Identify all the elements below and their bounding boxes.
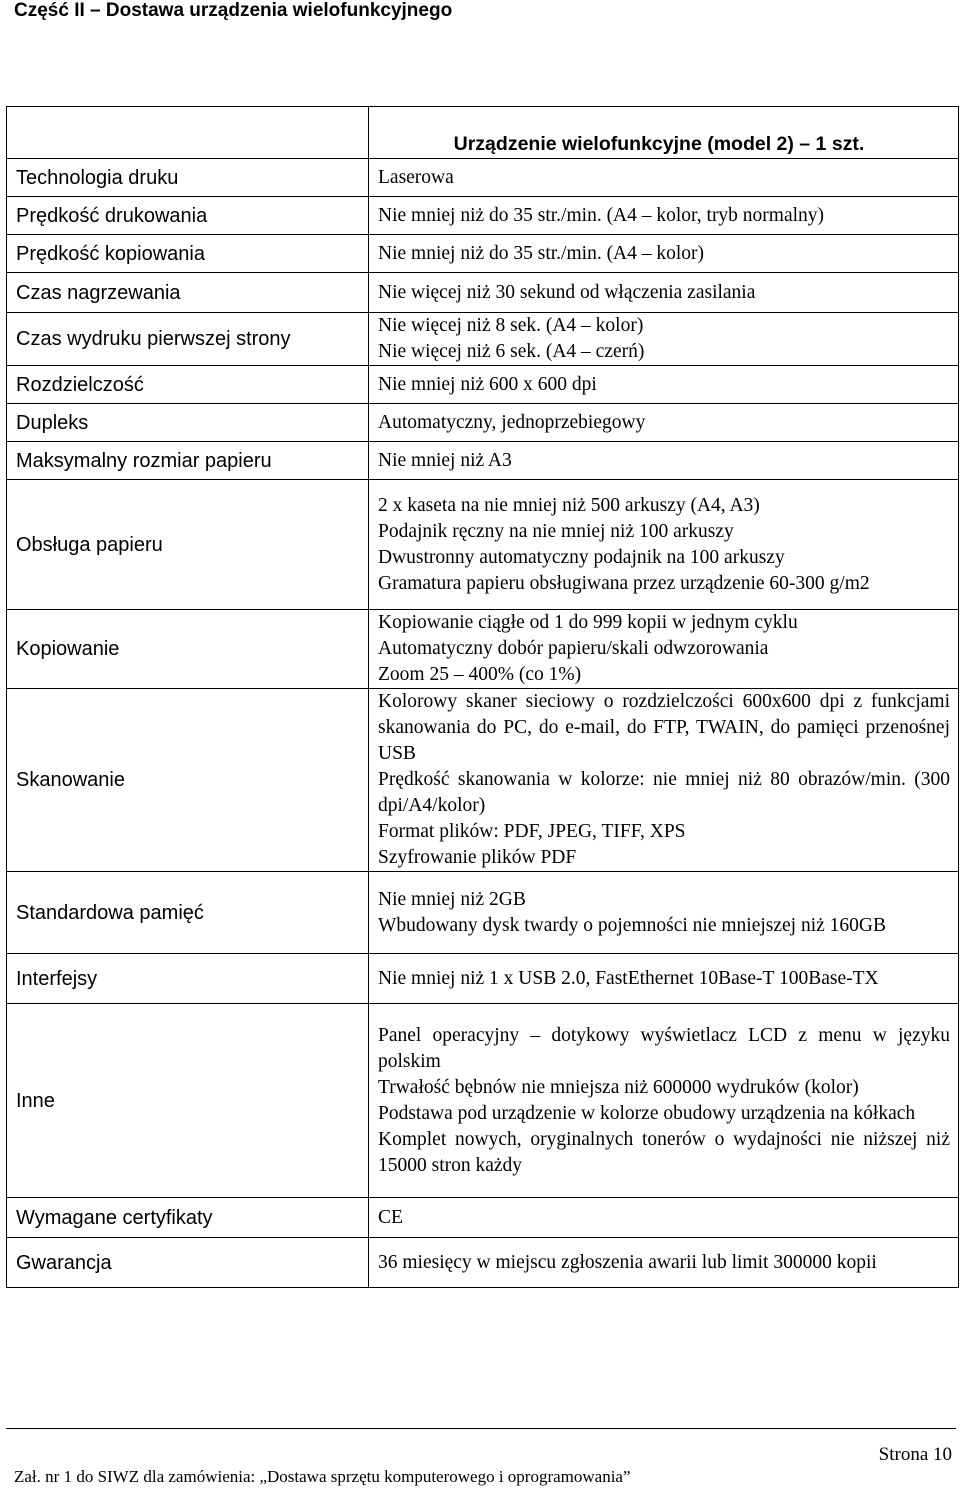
table-row (7, 1198, 959, 1238)
row-value-line: Podajnik ręczny na nie mniej niż 100 arkuszy (378, 520, 734, 542)
table-row (7, 442, 959, 480)
specification-table-body (7, 107, 959, 1288)
row-label: Rozdzielczość (7, 366, 369, 404)
row-value-line: Trwałość bębnów nie mniejsza niż 600000 wydruków (kolor) (378, 1076, 859, 1098)
table-row (7, 313, 959, 366)
row-label: Maksymalny rozmiar papieru (7, 442, 369, 480)
row-label: Wymagane certyfikaty (7, 1198, 369, 1238)
row-value-line: Prędkość skanowania w kolorze: nie mniej niż 80 obrazów/min. (300 dpi/A4/kolor) (378, 769, 950, 816)
table-row (7, 954, 959, 1004)
row-value (369, 689, 959, 872)
row-value (369, 1198, 959, 1238)
row-value (369, 404, 959, 442)
row-value-line: Wbudowany dysk twardy o pojemności nie mniejszej niż 160GB (378, 914, 886, 936)
table-header-empty-cell (7, 107, 369, 159)
row-value (369, 610, 959, 689)
row-value-line: Nie mniej niż A3 (378, 449, 512, 471)
row-value (369, 480, 959, 610)
row-label: Gwarancja (7, 1238, 369, 1288)
table-row (7, 480, 959, 610)
row-value (369, 197, 959, 235)
row-value-line: Nie więcej niż 6 sek. (A4 – czerń) (378, 341, 645, 362)
table-row (7, 689, 959, 872)
row-value-line: Automatyczny dobór papieru/skali odwzorowania (378, 638, 769, 659)
row-value-line: Komplet nowych, oryginalnych tonerów o wydajności nie niższej niż 15000 stron każdy (378, 1128, 950, 1176)
table-header-text: Urządzenie wielofunkcyjne (model 2) – 1 szt. (453, 133, 865, 155)
row-value-line: Nie mniej niż do 35 str./min. (A4 – kolor) (378, 242, 705, 264)
row-value-line: Zoom 25 – 400% (co 1%) (378, 664, 582, 685)
row-value-line: Podstawa pod urządzenie w kolorze obudowy urządzenia na kółkach (378, 1102, 916, 1124)
table-header-row (7, 107, 959, 159)
row-value-line: Nie mniej niż 2GB (378, 888, 526, 910)
row-label: Prędkość kopiowania (7, 235, 369, 273)
table-row (7, 872, 959, 954)
table-row (7, 273, 959, 313)
row-value (369, 1004, 959, 1198)
row-value-line: Nie więcej niż 8 sek. (A4 – kolor) (378, 315, 644, 336)
row-value-line: Panel operacyjny – dotykowy wyświetlacz LCD z menu w języku polskim (378, 1024, 950, 1072)
table-row (7, 159, 959, 197)
row-value (369, 1238, 959, 1288)
row-value-line: Szyfrowanie plików PDF (378, 847, 577, 868)
row-value-line: CE (378, 1206, 403, 1228)
row-label: Inne (7, 1004, 369, 1198)
table-row (7, 366, 959, 404)
row-label: Interfejsy (7, 954, 369, 1004)
table-row (7, 610, 959, 689)
row-value-line: Format plików: PDF, JPEG, TIFF, XPS (378, 821, 686, 842)
row-value-line: Nie więcej niż 30 sekund od włączenia zasilania (378, 281, 756, 303)
footer-note: Zał. nr 1 do SIWZ dla zamówienia: „Dostawa sprzętu komputerowego i oprogramowania” (14, 1467, 631, 1486)
row-value (369, 273, 959, 313)
row-value-line: Nie mniej niż do 35 str./min. (A4 – kolor, tryb normalny) (378, 204, 825, 226)
row-value (369, 442, 959, 480)
table-row (7, 197, 959, 235)
row-value (369, 159, 959, 197)
table-header-cell (369, 107, 959, 159)
row-value-line: Kolorowy skaner sieciowy o rozdzielczości 600x600 dpi z funkcjami skanowania do PC, do e-mail, do FTP, TWAIN, do pamięci przenośnej USB (378, 691, 950, 764)
footer-divider (6, 1428, 956, 1429)
row-value-line: Automatyczny, jednoprzebiegowy (378, 411, 646, 433)
row-label: Technologia druku (7, 159, 369, 197)
row-label: Kopiowanie (7, 610, 369, 689)
row-label: Czas wydruku pierwszej strony (7, 313, 369, 366)
table-row (7, 1238, 959, 1288)
row-value-line: Nie mniej niż 1 x USB 2.0, FastEthernet 10Base-T 100Base-TX (378, 967, 879, 989)
page-number: Strona 10 (878, 1444, 952, 1465)
row-label: Prędkość drukowania (7, 197, 369, 235)
table-row (7, 404, 959, 442)
row-value-line: Gramatura papieru obsługiwana przez urządzenie 60-300 g/m2 (378, 572, 870, 594)
row-label: Czas nagrzewania (7, 273, 369, 313)
row-value-line: Kopiowanie ciągłe od 1 do 999 kopii w jednym cyklu (378, 612, 798, 633)
row-label: Standardowa pamięć (7, 872, 369, 954)
specification-table (6, 106, 959, 1288)
row-value-line: 2 x kaseta na nie mniej niż 500 arkuszy (A4, A3) (378, 494, 760, 516)
row-label: Obsługa papieru (7, 480, 369, 610)
row-value-line: Dwustronny automatyczny podajnik na 100 arkuszy (378, 546, 785, 568)
row-value (369, 872, 959, 954)
table-row (7, 235, 959, 273)
row-value (369, 954, 959, 1004)
row-value (369, 366, 959, 404)
document-title: Część II – Dostawa urządzenia wielofunkcyjnego (14, 0, 453, 21)
row-value-line: Nie mniej niż 600 x 600 dpi (378, 373, 597, 395)
row-label: Dupleks (7, 404, 369, 442)
row-value-line: 36 miesięcy w miejscu zgłoszenia awarii lub limit 300000 kopii (378, 1251, 877, 1273)
row-value-line: Laserowa (378, 166, 454, 188)
row-label: Skanowanie (7, 689, 369, 872)
row-value (369, 235, 959, 273)
row-value (369, 313, 959, 366)
table-row (7, 1004, 959, 1198)
